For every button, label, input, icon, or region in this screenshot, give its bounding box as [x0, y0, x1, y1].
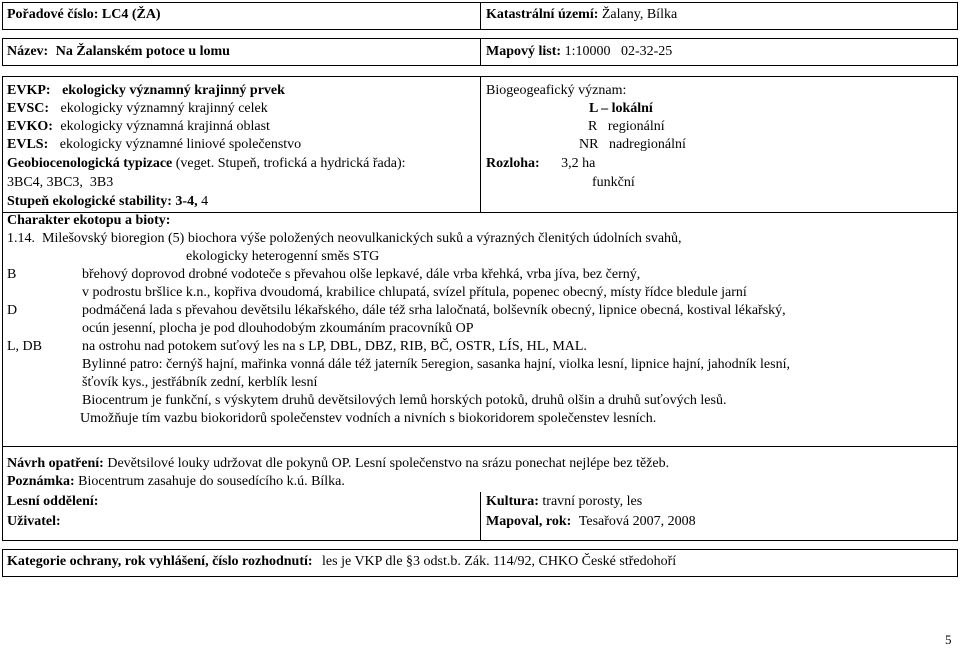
character-line-1: 1.14. Milešovský bioregion (5) biochora výše položených neovulkanických suků a výrazných členitých údolních svahů,	[7, 231, 682, 246]
culture-label: Kultura:	[486, 494, 539, 509]
legend-evls	[7, 137, 301, 153]
d-line-1: podmáčená lada s převahou devětsilu lékařského, dále též srha laločnatá, bolševník obecný, lipnice obecná, kostival lékařský,	[82, 303, 786, 318]
biogeo-regional: R regionální	[588, 119, 665, 134]
bio-line-1: Biocentrum je funkční, s výskytem druhů devětsilových lemů horských potoků, druhů olšin a druhů suťových lesů.	[82, 393, 727, 408]
name-field	[7, 44, 230, 60]
culture-value: travní porosty, les	[542, 494, 643, 509]
name-label: Název:	[7, 44, 49, 59]
biogeo-supraregional: NR nadregionální	[579, 137, 686, 152]
protection-label: Kategorie ochrany, rok vyhlášení, číslo rozhodnutí:	[7, 554, 313, 569]
character-title: Charakter ekotopu a bioty:	[7, 213, 171, 228]
character-line-2: ekologicky heterogenní směs STG	[186, 249, 380, 264]
area-function: funkční	[592, 175, 635, 190]
legend-evko	[7, 119, 270, 135]
biogeo-local: L – lokální	[589, 101, 653, 116]
protection-field	[7, 554, 676, 570]
character-bottom-line	[2, 446, 958, 447]
header-divider	[480, 2, 481, 30]
order-field	[7, 7, 161, 23]
stability-label: Stupeň ekologické stability:	[7, 194, 172, 209]
evls-abbr: EVLS:	[7, 137, 49, 152]
note-value: Biocentrum zasahuje do sousedícího k.ú. Bílka.	[78, 474, 345, 489]
note-label: Poznámka:	[7, 474, 75, 489]
d-line-2: ocún jesenní, plocha je pod dlouhodobým zkoumáním pracovníků OP	[82, 321, 474, 336]
area-field	[486, 156, 595, 172]
evko-abbr: EVKO:	[7, 119, 53, 134]
b-line-2: v podrostu bršlice k.n., kopřiva dvoudomá, krabilice chlupatá, svízel přítula, popenec obecný, místy řídce bledule jarní	[82, 285, 747, 300]
b-line-1: břehový doprovod drobné vodoteče s převahou olše lepkavé, dále vrba křehká, vrba jíva, bez černý,	[82, 267, 641, 282]
protection-value: les je VKP dle §3 odst.b. Zák. 114/92, CHKO České středohoří	[322, 554, 677, 569]
legend-evsc	[7, 101, 268, 117]
map-field	[486, 44, 672, 60]
evls-text: ekologicky významné liniové společenstvo	[59, 137, 302, 152]
main-upper-divider	[480, 76, 481, 212]
name-value: Na Žalanském potoce u lomu	[55, 44, 230, 59]
evkp-text: ekologicky významný krajinný prvek	[62, 83, 285, 98]
code-l-db: L, DB	[7, 339, 42, 354]
ldb-line-1: na ostrohu nad potokem suťový les na s LP, DBL, DBZ, RIB, BČ, OSTR, LÍS, HL, MAL.	[82, 339, 587, 354]
measures-label: Návrh opatření:	[7, 456, 104, 471]
cadastral-value: Žalany, Bílka	[601, 7, 678, 22]
herb-line-1: Bylinné patro: černýš hajní, mařinka vonná dále též jaterník 5eregion, sasanka hajní, violka lesní, lipnice hajní, jahodník lesní,	[82, 357, 790, 372]
herb-line-2: šťovík kys., jestřábník zední, kerblík lesní	[82, 375, 318, 390]
note-field	[7, 474, 345, 490]
admin-divider	[480, 492, 481, 541]
map-value: 1:10000 02-32-25	[564, 44, 673, 59]
stability-value-bold: 3-4,	[175, 194, 198, 209]
evsc-abbr: EVSC:	[7, 101, 50, 116]
user-label: Uživatel:	[7, 514, 61, 529]
cadastral-label: Katastrální území:	[486, 7, 599, 22]
evko-text: ekologicky významná krajinná oblast	[60, 119, 270, 134]
evkp-abbr: EVKP:	[7, 83, 51, 98]
order-value: LC4 (ŽA)	[101, 7, 161, 22]
stability-value-rest: 4	[201, 194, 209, 209]
mapped-value: Tesařová 2007, 2008	[578, 514, 696, 529]
legend-evkp	[7, 83, 285, 99]
typization-field	[7, 156, 406, 172]
measures-field	[7, 456, 669, 472]
code-b: B	[7, 267, 17, 282]
biogeo-title: Biogeogeafický význam:	[486, 83, 627, 98]
measures-value: Devětsilové louky udržovat dle pokynů OP. Lesní společenstvo na srázu ponechat nejlépe bez těžeb.	[107, 456, 670, 471]
evsc-text: ekologicky významný krajinný celek	[60, 101, 268, 116]
typization-label: Geobiocenologická typizace	[7, 156, 173, 171]
area-value: 3,2 ha	[561, 156, 596, 171]
code-d: D	[7, 303, 18, 318]
map-label: Mapový list:	[486, 44, 562, 59]
mapped-label: Mapoval, rok:	[486, 514, 572, 529]
page-number: 5	[945, 632, 952, 647]
stability-field	[7, 194, 208, 210]
order-label: Pořadové číslo:	[7, 7, 99, 22]
cadastral-field	[486, 7, 677, 23]
forest-section-label: Lesní oddělení:	[7, 494, 99, 509]
name-row-divider	[480, 38, 481, 66]
typization-value: 3BC4, 3BC3, 3B3	[7, 175, 114, 190]
area-label: Rozloha:	[486, 156, 540, 171]
mapped-field	[486, 514, 696, 530]
typization-note: (veget. Stupeň, trofická a hydrická řada):	[175, 156, 406, 171]
culture-field	[486, 494, 642, 510]
bio-line-2: Umožňuje tím vazbu biokoridorů společenstev vodních a nivních s biokoridorem společenstev lesních.	[80, 411, 657, 426]
